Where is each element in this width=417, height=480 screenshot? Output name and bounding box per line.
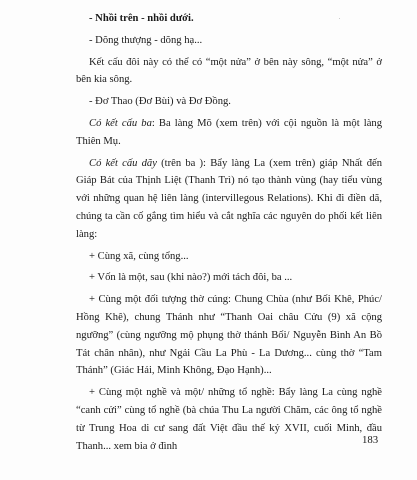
para-ket-cau-ba [76,115,382,151]
line-nhoi: - Nhồi trên - nhồi dưới. [89,13,194,24]
page-number: 183 [362,434,379,446]
text-ket-cau-day: (trên ba ): Bẩy làng La (xem trên) giáp Nhất đến Giáp Bát của Thịnh Liệt (Thanh Trì) nó tạo thành vùng (hay tiểu vùng với những quan hệ liên làng (intervillegous Relations). Khi đi điền dã, chúng ta cần cố gắng tìm hiểu và cắt nghĩa các nguyên do phối kết liên làng: [76,157,382,240]
para-ket-cau-day [76,155,382,244]
para-ket-cau-doi: Kết cấu đôi này có thể có “một nửa” ở bên này sông, “một nửa” ở bên kia sông. [76,56,382,86]
scan-speck [339,18,340,19]
label-ket-cau-ba: Có kết cấu ba [89,117,152,129]
text-ket-cau-ba: : Ba làng Mõ (xem trên) với cội nguồn là một làng Thiên Mụ. [76,117,382,147]
line-do-thao: - Đơ Thao (Đơ Bùi) và Đơ Đồng. [89,96,231,108]
item-doi-tuong-tho-cung: + Cùng một đối tượng thờ cúng: Chung Chùa (như Bối Khê, Phúc/ Hồng Khê), chung Thánh như “Thanh Oai châu Cửu (9) xã cộng ngưỡng” (cùng ngưỡng mộ phụng thờ thánh Bối/ Nguyễn Bình An Bồ Tát chân nhân), như Ngải Cầu La Phù - La Dương... cùng thờ “Tam Thánh” (Giác Hải, Minh Không, Đạo Hạnh)... [76,294,382,377]
page-text [76,10,382,455]
line-dong: - Dõng thượng - dõng hạ... [89,34,203,46]
item-von-la-mot: + Vốn là một, sau (khi nào?) mới tách đôi, ba ... [89,272,293,284]
label-ket-cau-day: Có kết cấu dãy [89,157,157,169]
item-cung-xa: + Cùng xã, cùng tổng... [89,250,189,262]
item-cung-nghe: + Cùng một nghề và một/ những tổ nghề: Bẩy làng La cùng nghề “canh cửi” cùng tổ nghề (bà chúa Thu La người Chăm, các ông tổ nghề từ Trung Hoa di cư sang đất Việt đầu thế kỷ XVII, cuối Minh, đầu Thanh... xem bia ở đình [76,387,382,452]
